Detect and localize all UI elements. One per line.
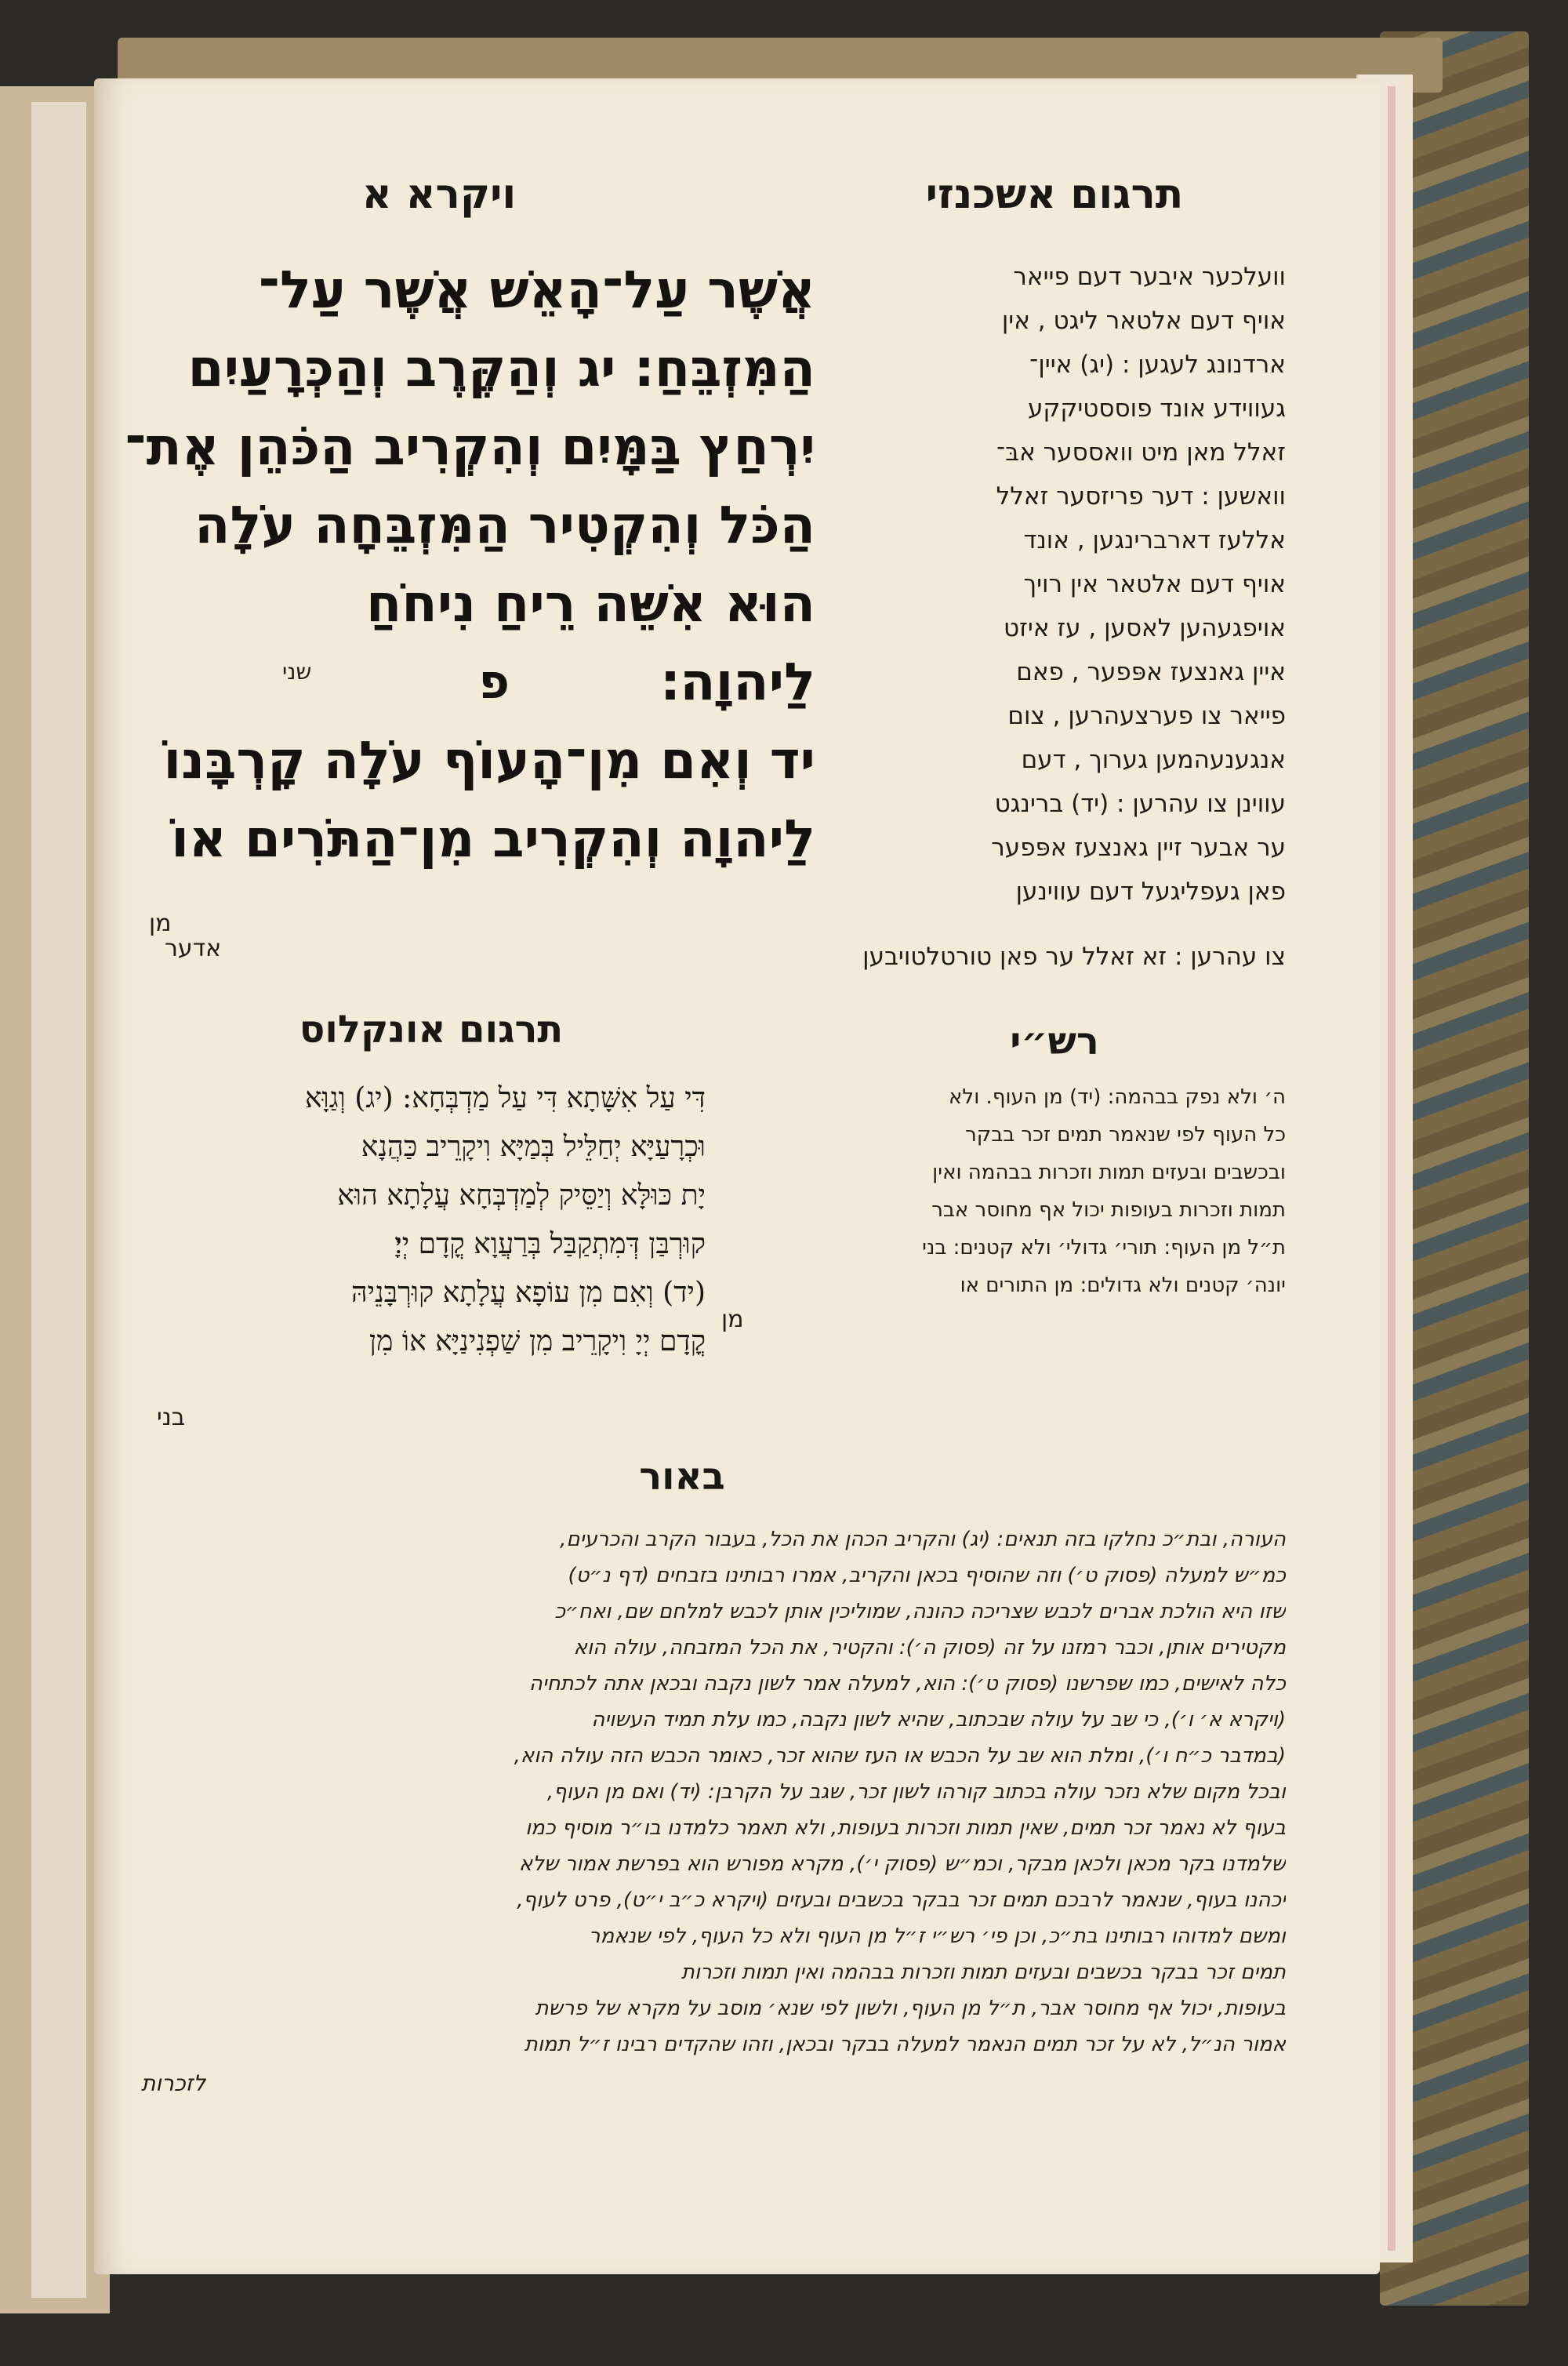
yiddish-line: וואשען : דער פריזסער זאלל — [996, 482, 1286, 511]
yiddish-last-line: צו עהרען : זא זאלל ער פאן טורטלטויבען — [862, 943, 1286, 971]
biur-text — [110, 1521, 1286, 2063]
rashi-line: ת״ל מן העוף: תורי׳ גדולי׳ ולא קטנים: בני — [922, 1236, 1286, 1259]
biur-line: ומשם למדוהו רבותינו בת״כ, וכן פי׳ רש״י ז״ל מן העוף ולא כל העוף, לפי שנאמר — [588, 1924, 1286, 1948]
biur-line: תמים זכר בבקר בכשבים ובעזים תמות וזכרות בבהמה ואין תמות וזכרות — [681, 1961, 1286, 1984]
biur-line: בעוף לא נאמר זכר תמים, שאין תמות וזכרות בעופות, ולא תאמר כלמדנו בו״ר מוסיף כמו — [525, 1816, 1286, 1840]
onkelos-line: קוּרְבַּן דְּמִתְקַבַּל בְּרַעֲוָא קֳדָם יְיָ׃ — [394, 1228, 706, 1260]
biur-line: (ויקרא א׳ ו׳), כי שב על עולה שבכתוב, שהיא לשון נקבה, כמו עלת תמיד העשויה — [591, 1708, 1286, 1732]
yiddish-line: אויף דעם אלטאר אין רויך — [1023, 570, 1286, 598]
book-page — [94, 78, 1380, 2274]
parasha-mark: פ — [478, 655, 510, 710]
rashi-title: רש״י — [1010, 1019, 1099, 1063]
biur-line: מקטירים אותן, וכבר רמזנו על זה (פסוק ה׳): והקטיר, את הכל המזבחה, עולה הוא — [573, 1636, 1286, 1659]
biur-line: אמור הנ״ל, לא על זכר תמים הנאמר למעלה בבקר ובכאן, וזהו שהקדים רבינו ז״ל תמות — [524, 2033, 1286, 2056]
aliyah-mark: שני — [282, 659, 312, 685]
yiddish-line: אויפגעהען לאסען , עז איזט — [1004, 614, 1286, 642]
yiddish-line: וועלכער איבער דעם פייאר — [1013, 263, 1286, 291]
bible-line: יִרְחַץ בַּמָּיִם וְהִקְרִיב הַכֹּהֵן אֶת־ — [125, 416, 815, 477]
biur-title: באור — [639, 1455, 725, 1499]
yiddish-line: אללעז דארברינגען , אונד — [1023, 526, 1286, 554]
onkelos-line: דִּי עַל אִשָּׁתָא דִּי עַל מַדְבְּחָא: (יג) וְגַוָּא — [304, 1082, 706, 1114]
biur-line: (במדבר כ״ח ו׳), ומלת הוא שב על הכבש או העז שהוא זכר, כאומר הכבש הזה עולה הוא, — [514, 1744, 1286, 1768]
biur-line: כלה לאישים, כמו שפרשנו (פסוק ט׳): הוא, למעלה אמר לשון נקבה ובכאן אתה לכתחיה — [528, 1672, 1286, 1695]
onkelos-column — [157, 1074, 706, 1366]
bible-line: יד וְאִם מִן־הָעוֹף עֹלָה קָרְבָּנוֹ — [163, 730, 815, 790]
header-vayikra: ויקרא א — [361, 171, 517, 218]
biur-line: ובכל מקום שלא נזכר עולה בכתוב קורהו לשון זכר, שגב על הקרבן: (יד) ואם מן העוף, — [546, 1780, 1286, 1804]
biur-line: יכהנו בעוף, שנאמר לרבכם תמים זכר בבקר בכשבים ובעזים (ויקרא כ״ב י״ט), פרט לעוף, — [517, 1888, 1286, 1912]
onkelos-line: יָת כּוּלָּא וְיַסֵּיק לְמַדְבְּחָא עֲלָתָא הוּא — [337, 1179, 706, 1212]
header-targum-ashkenazi: תרגום אשכנזי — [925, 171, 1184, 218]
yiddish-line: פייאר צו פערצעהרען , צום — [1007, 702, 1286, 730]
biur-catchword: לזכרות — [141, 2070, 206, 2096]
bible-line: לַיהוָה וְהִקְרִיב מִן־הַתֹּרִים אוֹ — [171, 809, 815, 869]
yiddish-line: איין גאנצעז אפּפער , פאם — [1016, 658, 1286, 686]
rashi-line: יונה׳ קטנים ולא גדולים: מן התורים או — [960, 1274, 1286, 1297]
rashi-line: כל העוף לפי שנאמר תמים זכר בבקר — [965, 1123, 1286, 1147]
rashi-catchword: מן — [721, 1306, 744, 1333]
biur-line: בעופות, יכול אף מחוסר אבר, ת״ל מן העוף, ולשון לפי שנא׳ מוסב על מקרא של פרשת — [535, 1997, 1286, 2020]
bible-line: הַמִּזְבֵּחַ: יג וְהַקֶּרֶב וְהַכְּרָעַיִם — [187, 338, 815, 398]
rashi-column — [721, 1078, 1286, 1304]
bible-final-word: לַיהוָה׃ — [660, 652, 815, 712]
onkelos-line: וּכְרָעַיָּא יְחַלֵּיל בְּמַיָּא וִיקָרֵיב כַּהֲנָא — [361, 1131, 706, 1163]
biur-line: כמ״ש למעלה (פסוק ט׳) וזה שהוסיף בכאן והקריב, אמרו רבותינו בזבחים (דף נ״ט) — [568, 1564, 1286, 1587]
yiddish-line: זאלל מאן מיט וואססער אבּ־ — [996, 438, 1286, 467]
rashi-line: ה׳ ולא נפק בבהמה: (יד) מן העוף. ולא — [949, 1085, 1286, 1109]
bible-catchword: מן — [149, 910, 172, 937]
yiddish-line: פאן געפליגעל דעם עווינען — [1015, 878, 1286, 906]
facing-page-edge — [31, 102, 86, 2298]
yiddish-line: ארדנונג לעגען : (יג) איין־ — [1029, 351, 1286, 379]
bible-text — [125, 251, 815, 878]
biur-line: שזו היא הולכת אברים לכבש שצריכה כהונה, שמוליכין אותן לכבש למלחם שם, ואח״כ — [554, 1600, 1286, 1623]
yiddish-column — [827, 255, 1286, 914]
onkelos-catchword: בני — [157, 1404, 186, 1431]
biur-line: שלמדנו בקר מכאן ולכאן מבקר, וכמ״ש (פסוק י׳), מקרא מפורש הוא בפרשת אמור שלא — [518, 1852, 1286, 1876]
yiddish-line: עווינן צו עהרען : (יד) ברינגט — [994, 790, 1286, 818]
bible-line: הוּא אִשֵּׁה רֵיחַ נִיחֹחַ — [366, 573, 815, 634]
onkelos-line: (יד) וְאִם מִן עוֹפָא עֲלָתָא קוּרְבָּנֵיהּ — [350, 1277, 706, 1309]
yiddish-line: אנגענעהמען גערוך , דעם — [1021, 746, 1286, 774]
yiddish-catchword: אדער — [165, 935, 222, 962]
yiddish-line: אויף דעם אלטאר ליגט , אין — [1001, 307, 1286, 335]
rashi-line: תמות וזכרות בעופות יכול אף מחוסר אבר — [931, 1198, 1286, 1222]
yiddish-line: געווידע אונד פוססטיקקע — [1027, 394, 1286, 423]
biur-line: העורה, ובת״כ נחלקו בזה תנאים: (יג) והקריב הכהן את הכל, בעבור הקרב והכרעים, — [560, 1528, 1286, 1551]
page-edge-tint — [1388, 86, 1396, 2251]
bible-line: הַכֹּל וְהִקְטִיר הַמִּזְבֵּחָה עֹלָה — [194, 495, 815, 555]
onkelos-title: תרגום אונקלוס — [299, 1008, 564, 1052]
onkelos-line: קֳדָם יְיָ וִיקָרֵיב מִן שַׁפְנִינַיָּא אוֹ מִן — [368, 1325, 706, 1357]
rashi-line: ובכשבים ובעזים תמות וזכרות בבהמה ואין — [932, 1161, 1286, 1184]
yiddish-line: ער אבער זיין גאנצעז אפּפער — [991, 834, 1286, 862]
bible-line: אֲשֶׁר עַל־הָאֵשׁ אֲשֶׁר עַל־ — [258, 260, 815, 320]
